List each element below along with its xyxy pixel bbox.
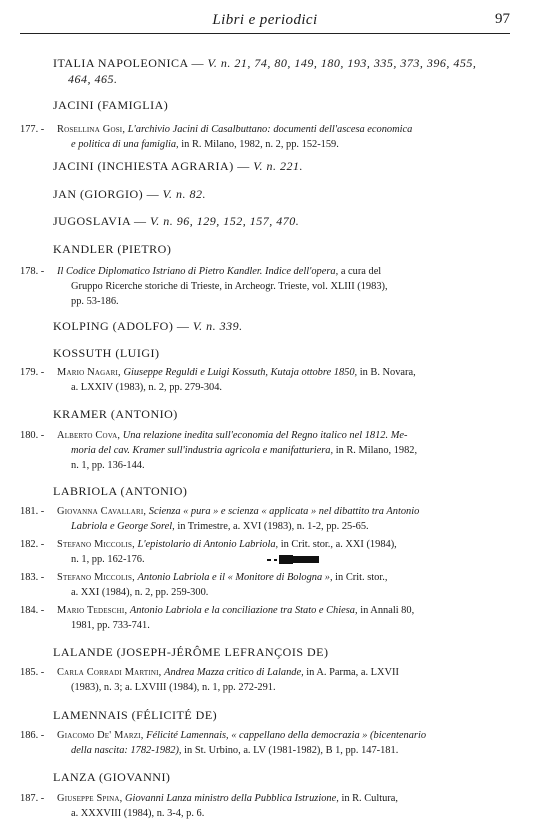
bibliography-entry: 184. - Mario Tedeschi, Antonio Labriola e la conciliazione tra Stato e Chiesa, in Annali 80, 1981, pp. 733-741. [20,605,415,631]
entry-title: Giuseppe Reguldi e Luigi Kossuth, Kutaja ottobre 1850, [123,367,358,378]
entry-title: Il Codice Diplomatico Istriano di Pietro Kandler. Indice dell'opera, [57,266,339,277]
bibliography-entry: 181. - Giovanna Cavallari, Scienza « pura » e scienza « applicata » nel dibattito tra Antonio Labriola e George Sorel, in Trimestre, a. XVI (1983), n. 1-2, pp. 25-65. [20,506,420,532]
cross-reference: V. n. 221. [253,159,303,173]
entry-title: Giovanni Lanza ministro della Pubblica Istruzione, [125,793,339,804]
running-title: Libri e periodici [212,12,318,28]
print-smudge [267,559,271,561]
heading-name: KOSSUTH (LUIGI) [53,346,160,360]
entry-author: Mario Tedeschi, [57,605,128,616]
index-heading [53,98,168,113]
heading-name: ITALIA NAPOLEONICA [53,56,189,70]
entry-number: 186. - [20,730,45,741]
heading-name: JUGOSLAVIA [53,214,131,228]
entry-source: in R. Milano, 1982, n. 2, pp. 152-159. [181,139,339,150]
bibliography-entry: 177. - Rosellina Gosi, L'archivio Jacini di Casalbuttano: documenti dell'ascesa economica e politica di una famiglia, in R. Milano, 1982, n. 2, pp. 152-159. [20,124,413,150]
entry-number: 179. - [20,367,45,378]
bibliography-entry: 186. - Giacomo De' Marzi, Félicité Lamennais, « cappellano della democrazia » (bicentenario della nascita: 1782-1982), in St. Urbino, a. LV (1981-1982), B 1, pp. 147-181. [20,730,427,756]
index-heading: KOLPING (ADOLFO) — V. n. 339. [53,319,243,333]
index-heading [53,242,171,257]
entry-source: in Annali 80, [360,605,415,616]
entry-title: L'epistolario di Antonio Labriola, [137,539,279,550]
heading-name: LAMENNAIS (FÉLICITÉ DE) [53,708,218,722]
entry-author: Alberto Cova, [57,430,121,441]
cross-reference: V. n. 96, 129, 152, 157, 470. [149,214,300,228]
entry-number: 187. - [20,793,45,804]
index-heading: JAN (GIORGIO) — V. n. 82. [53,187,206,201]
print-smudge [279,555,293,564]
entry-number: 181. - [20,506,45,517]
entry-source: in R. Cultura, [341,793,399,804]
cross-reference: V. n. 339. [192,319,243,333]
bibliography-entry: 179. - Mario Nagari, Giuseppe Reguldi e Luigi Kossuth, Kutaja ottobre 1850, in B. Novara, a. LXXIV (1983), n. 2, pp. 279-304. [20,367,416,393]
entry-source: in Trimestre, a. XVI (1983), n. 1-2, pp. 25-65. [177,521,369,532]
entry-number: 182. - [20,539,45,550]
bibliography-entry: 182. - Stefano Miccolis, L'epistolario di Antonio Labriola, in Crit. stor., a. XXI (1984), n. 1, pp. 162-176. [20,539,397,565]
index-heading [53,708,217,723]
index-heading [53,346,160,361]
print-smudge [274,559,277,561]
heading-name: LANZA (GIOVANNI) [53,770,171,784]
running-head [20,11,510,34]
entry-author: Stefano Miccolis, [57,539,135,550]
entry-title: Scienza « pura » e scienza « applicata » nel dibattito tra Antonio [148,506,420,517]
entry-number: 177. - [20,124,45,135]
entry-author: Giovanna Cavallari, [57,506,147,517]
entry-number: 183. - [20,572,45,583]
entry-source: in B. Novara, [359,367,416,378]
entry-author: Stefano Miccolis, [57,572,135,583]
index-heading [53,770,170,785]
entry-number: 180. - [20,430,45,441]
bibliography-entry: 178. - Il Codice Diplomatico Istriano di Pietro Kandler. Indice dell'opera, a cura del Gruppo Ricerche storiche di Trieste, in Archeogr. Triestе, vol. XLIII (1983), pp. 53-186. [20,266,388,307]
entry-author: Rosellina Gosi, [57,124,126,135]
bibliography-entry: 187. - Giuseppe Spina, Giovanni Lanza ministro della Pubblica Istruzione, in R. Cultura, a. XXXVIII (1984), n. 3-4, p. 6. [20,793,399,819]
index-heading [53,645,329,660]
entry-title: Antonio Labriola e la conciliazione tra Stato e Chiesa, [129,605,358,616]
cross-reference: V. n. 21, 74, 80, 149, 180, 193, 335, 373, 396, 455, [207,56,477,70]
entry-title: Antonio Labriola e il « Monitore di Bologna », [137,572,333,583]
entry-title: Andrea Mazza critico di Lalande, [164,667,304,678]
entry-author: Giuseppe Spina, [57,793,123,804]
cross-reference: V. n. 82. [162,187,206,201]
index-heading: JACINI (INCHIESTA AGRARIA) — V. n. 221. [53,159,303,173]
heading-name: JACINI (FAMIGLIA) [53,98,169,112]
entry-number: 184. - [20,605,45,616]
heading-name: LALANDE (JOSEPH-JÉRÔME LEFRANÇOIS DE) [53,645,329,659]
entry-number: 178. - [20,266,45,277]
entry-author: Carla Corradi Martini, [57,667,162,678]
index-heading: ITALIA NAPOLEONICA — V. n. 21, 74, 80, 149, 180, 193, 335, 373, 396, 455, [53,56,477,70]
entry-author: Giacomo De' Marzi, [57,730,144,741]
page-number: 97 [495,11,510,27]
index-heading [53,407,178,422]
heading-name: KRAMER (ANTONIO) [53,407,178,421]
entry-source: in Crit. stor., a. XXI (1984), [280,539,397,550]
index-heading [53,484,187,499]
bibliography-entry: 180. - Alberto Cova, Una relazione inedita sull'economia del Regno italico nel 1812. Me- moria del cav. Kramer sull'industria agricola e manifatturiera, in R. Milano, 1982, n. 1, pp. 136-144. [20,430,418,471]
entry-number: 185. - [20,667,45,678]
heading-name: KOLPING (ADOLFO) [53,319,174,333]
entry-title: Félicité Lamennais, « cappellano della democrazia » (bicentenario [146,730,427,741]
bibliography-entry: 183. - Stefano Miccolis, Antonio Labriola e il « Monitore di Bologna », in Crit. stor., a. XXI (1984), n. 2, pp. 259-300. [20,572,388,598]
index-heading: JUGOSLAVIA — V. n. 96, 129, 152, 157, 470. [53,214,300,228]
print-smudge [293,556,319,563]
heading-name: KANDLER (PIETRO) [53,242,172,256]
entry-source: in St. Urbino, a. LV (1981-1982), B 1, pp. 147-181. [184,745,399,756]
entry-author: Mario Nagari, [57,367,121,378]
entry-source: a cura del [340,266,382,277]
entry-title: L'archivio Jacini di Casalbuttano: documenti dell'ascesa economica [127,124,413,135]
entry-title: Una relazione inedita sull'economia del Regno italico nel 1812. Me- [122,430,408,441]
heading-name: JAN (GIORGIO) [53,187,144,201]
heading-name: JACINI (INCHIESTA AGRARIA) [53,159,234,173]
entry-source: in Crit. stor., [335,572,388,583]
entry-source: in A. Parma, a. LXVII [306,667,399,678]
entry-source: in R. Milano, 1982, [335,445,418,456]
bibliography-entry: 185. - Carla Corradi Martini, Andrea Mazza critico di Lalande, in A. Parma, a. LXVII (1983), n. 3; a. LXVIII (1984), n. 1, pp. 272-291. [20,667,399,693]
cross-reference-continued: 464, 465. [68,72,118,86]
heading-name: LABRIOLA (ANTONIO) [53,484,188,498]
